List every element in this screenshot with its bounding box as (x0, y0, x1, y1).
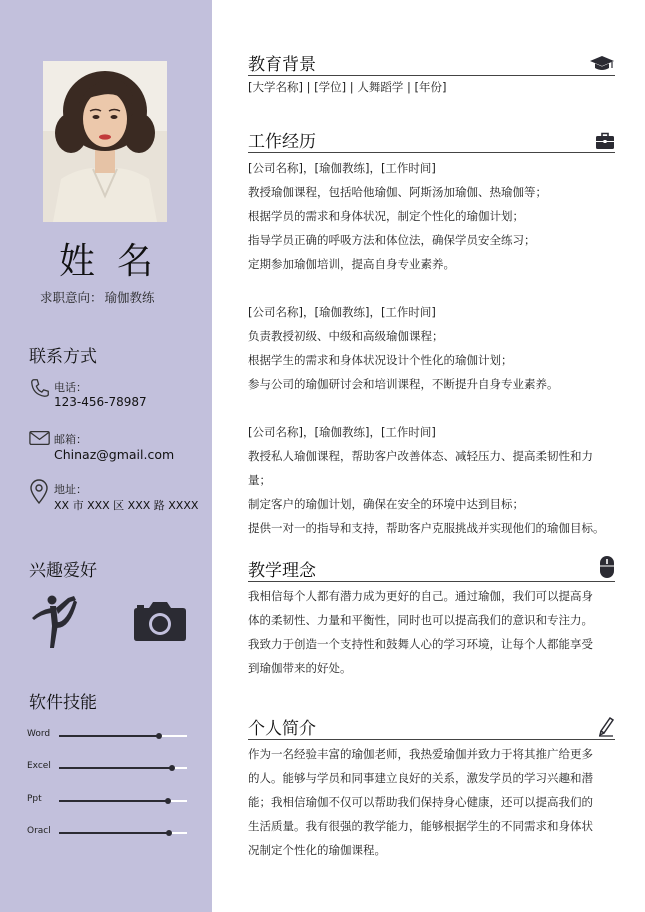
job-header: [公司名称]，[瑜伽教练]，[工作时间] (248, 161, 436, 175)
education-section (248, 54, 615, 98)
work-title: 工作经历 (248, 132, 316, 152)
about-title: 个人简介 (248, 719, 316, 739)
education-header (248, 54, 615, 76)
location-icon (29, 479, 49, 505)
about-line: 况制定个性化的瑜伽课程。 (248, 843, 386, 857)
philosophy-header (248, 560, 615, 582)
skill-fill (59, 767, 172, 769)
philosophy-line: 体的柔韧性、力量和平衡性，同时也可以提高我们的意识和专注力。 (248, 613, 593, 627)
graduation-cap-icon (589, 55, 615, 73)
phone-label: 电话： (54, 381, 87, 394)
skill-dot (169, 765, 175, 771)
about-header (248, 718, 615, 740)
camera-icon (133, 600, 187, 646)
skill-fill (59, 800, 168, 802)
job-header: [公司名称]，[瑜伽教练]，[工作时间] (248, 425, 436, 439)
skill-fill (59, 735, 159, 737)
skill-row-ppt (27, 794, 189, 808)
philosophy-section (248, 560, 615, 680)
skill-fill (59, 832, 169, 834)
job-duty: 指导学员正确的呼吸方法和体位法，确保学员安全练习； (248, 233, 536, 247)
contact-title: 联系方式 (29, 347, 97, 367)
skill-dot (165, 798, 171, 804)
job-duty: 根据学员的需求和身体状况，制定个性化的瑜伽计划； (248, 209, 524, 223)
pencil-icon (597, 715, 615, 737)
skill-track (59, 800, 187, 802)
skill-row-oracl (27, 826, 189, 840)
work-body (248, 153, 615, 540)
skill-row-word (27, 729, 189, 743)
skill-name: Ppt (27, 794, 42, 804)
philosophy-line: 我致力于创造一个支持性和鼓舞人心的学习环境，让每个人都能享受 (248, 637, 593, 651)
candidate-name: 姓名 (58, 241, 175, 282)
philosophy-body (248, 582, 615, 680)
education-line: [大学名称] | [学位] | 人舞蹈学 | [年份] (248, 80, 447, 94)
skill-dot (156, 733, 162, 739)
skills-title: 软件技能 (29, 693, 97, 713)
job-duty: 量； (248, 473, 271, 487)
job-duty: 参与公司的瑜伽研讨会和培训课程，不断提升自身专业素养。 (248, 377, 559, 391)
spacer (248, 276, 615, 300)
job-duty: 教授瑜伽课程，包括哈他瑜伽、阿斯汤加瑜伽、热瑜伽等； (248, 185, 547, 199)
mouse-icon (599, 555, 615, 579)
about-line: 作为一名经验丰富的瑜伽老师，我热爱瑜伽并致力于将其推广给更多 (248, 747, 593, 761)
job-header: [公司名称]，[瑜伽教练]，[工作时间] (248, 305, 436, 319)
skill-name: Word (27, 729, 51, 739)
email-value: Chinaz@gmail.com (54, 447, 175, 462)
about-line: 能；我相信瑜伽不仅可以帮助我们保持身心健康，还可以提高我们的 (248, 795, 593, 809)
address-value: XX 市 XXX 区 XXX 路 XXXX (54, 499, 199, 512)
about-section (248, 718, 615, 862)
job-duty: 提供一对一的指导和支持，帮助客户克服挑战并实现他们的瑜伽目标。 (248, 521, 605, 535)
skill-track (59, 767, 187, 769)
philosophy-line: 到瑜伽带来的好处。 (248, 661, 352, 675)
philosophy-title: 教学理念 (248, 561, 316, 581)
skill-row-excel (27, 761, 189, 775)
phone-value: 123-456-78987 (54, 395, 147, 409)
job-duty: 制定客户的瑜伽计划，确保在安全的环境中达到目标； (248, 497, 524, 511)
job-duty: 根据学生的需求和身体状况设计个性化的瑜伽计划； (248, 353, 513, 367)
job-duty: 定期参加瑜伽培训，提高自身专业素养。 (248, 257, 455, 271)
philosophy-line: 我相信每个人都有潜力成为更好的自己。通过瑜伽，我们可以提高身 (248, 589, 593, 603)
email-label: 邮箱： (54, 433, 87, 446)
phone-icon (29, 377, 51, 399)
hobbies-title: 兴趣爱好 (29, 561, 97, 581)
about-line: 的人。能够与学员和同事建立良好的关系，激发学员的学习兴趣和潜 (248, 771, 593, 785)
education-title: 教育背景 (248, 55, 316, 75)
skill-name: Excel (27, 761, 51, 771)
job-duty: 负责教授初级、中级和高级瑜伽课程； (248, 329, 444, 343)
work-section (248, 131, 615, 540)
skill-track (59, 735, 187, 737)
job-intent (38, 288, 155, 306)
skill-track (59, 832, 187, 834)
mail-icon (29, 429, 51, 447)
about-body (248, 740, 615, 862)
profile-photo (43, 61, 167, 222)
job-duty: 教授私人瑜伽课程，帮助客户改善体态、减轻压力、提高柔韧性和力 (248, 449, 593, 463)
address-label: 地址： (54, 483, 87, 496)
sidebar (0, 0, 212, 912)
job-intent-value: 瑜伽教练 (104, 290, 155, 305)
job-intent-label: 求职意向： (40, 290, 103, 305)
yoga-icon (30, 594, 78, 654)
briefcase-icon (595, 132, 615, 150)
spacer (248, 396, 615, 420)
about-line: 生活质量。我有很强的教学能力，能够根据学生的不同需求和身体状 (248, 819, 593, 833)
work-header (248, 131, 615, 153)
skill-name: Oracl (27, 826, 51, 836)
skill-dot (166, 830, 172, 836)
